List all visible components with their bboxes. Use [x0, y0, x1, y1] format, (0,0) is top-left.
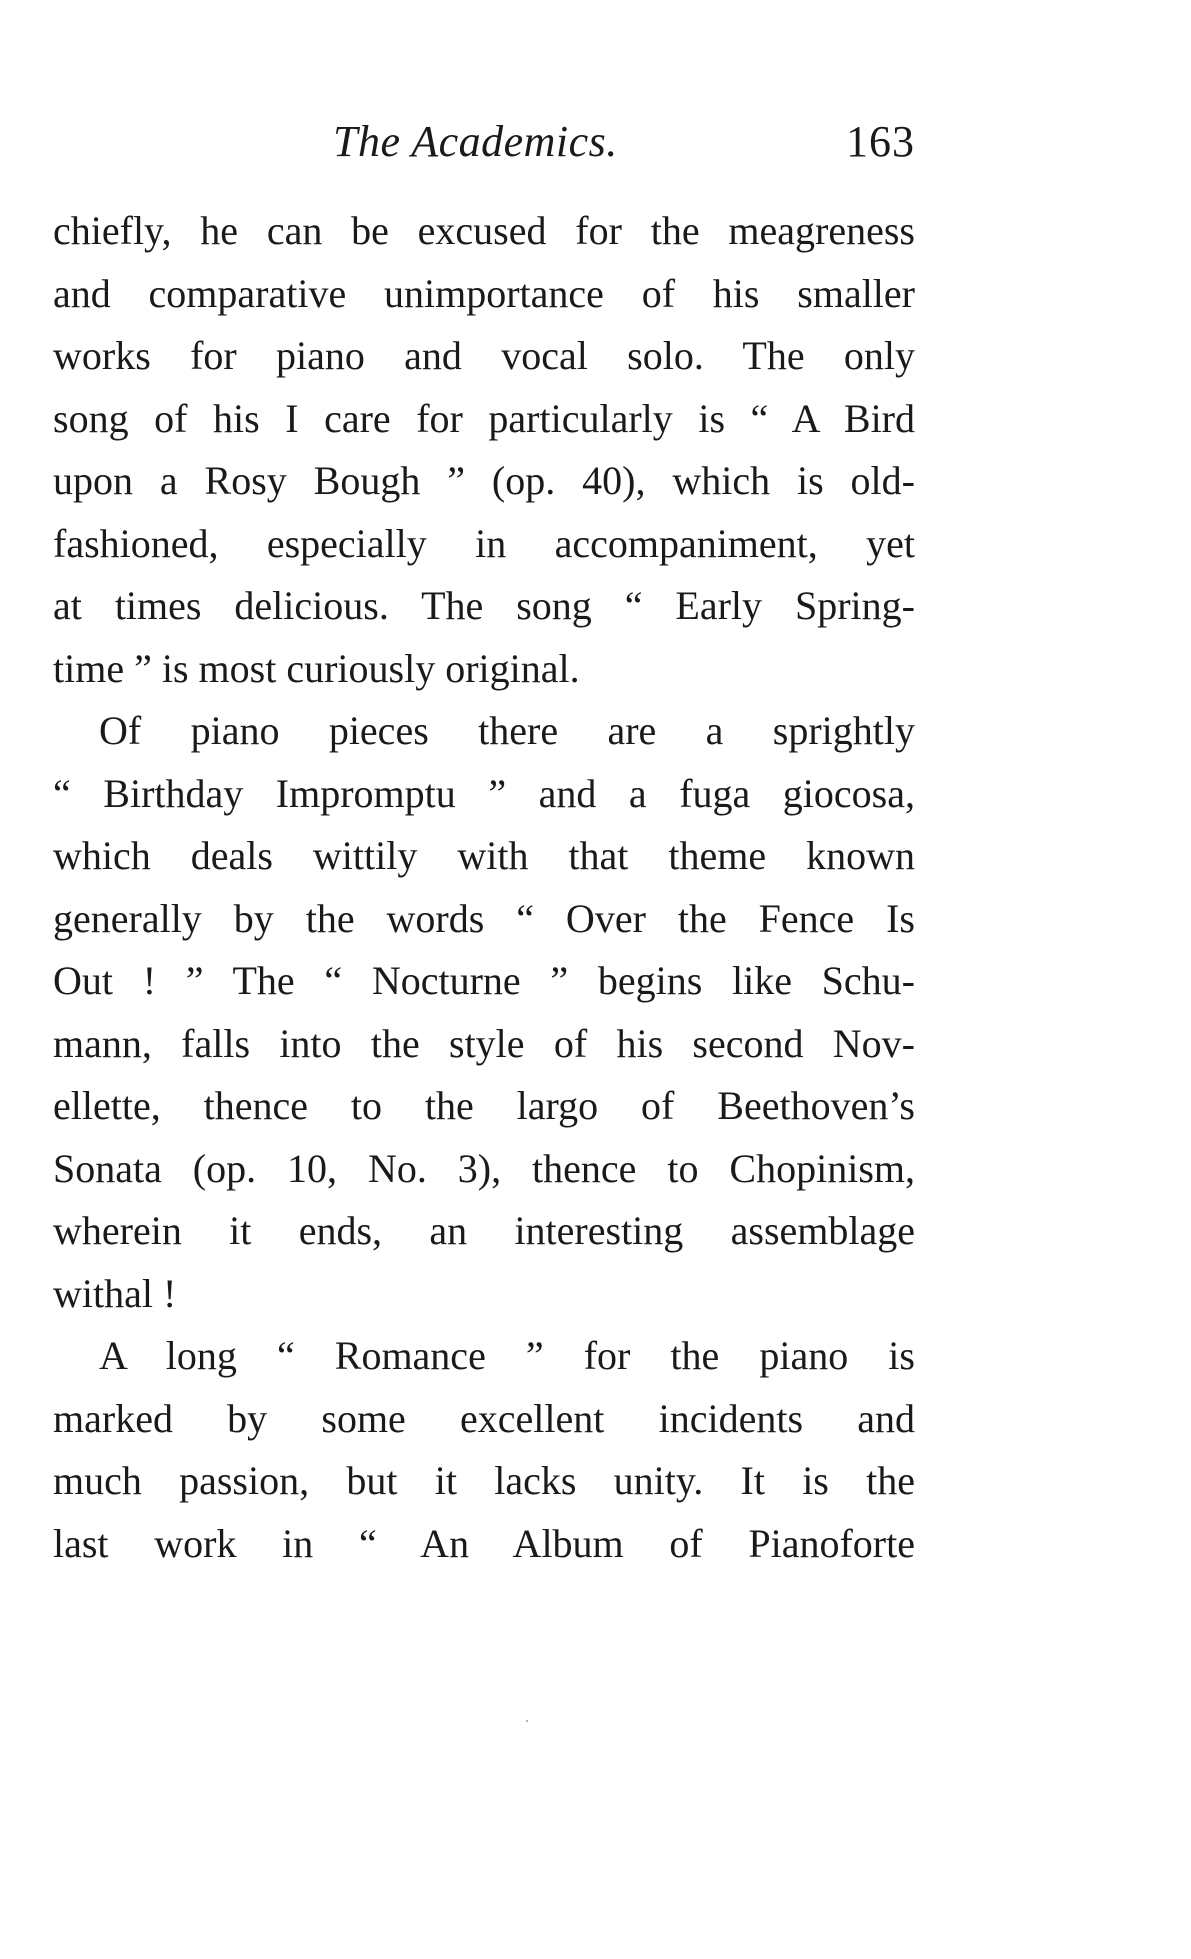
text-line: upon a Rosy Bough ” (op. 40), which is old-	[53, 458, 915, 503]
text-line: mann, falls into the style of his second Nov-	[53, 1020, 915, 1066]
text-line: ellette, thence to the largo of Beethoven’s	[53, 1083, 915, 1128]
text-line: last work in “ An Album of Pianoforte	[53, 1520, 915, 1566]
text-line: which deals wittily with that theme known	[53, 833, 915, 878]
body-text	[53, 200, 915, 1575]
text-line: song of his I care for particularly is “ A Bird	[53, 395, 915, 441]
text-line: time ” is most curiously original.	[53, 645, 580, 691]
text-line: generally by the words “ Over the Fence Is	[53, 895, 915, 941]
text-line: Sonata (op. 10, No. 3), thence to Chopinism,	[53, 1145, 915, 1191]
text-line: Out ! ” The “ Nocturne ” begins like Schu-	[53, 958, 915, 1003]
text-line: and comparative unimportance of his smaller	[53, 270, 915, 316]
running-head	[53, 112, 915, 172]
text-line: chiefly, he can be excused for the meagreness	[53, 208, 915, 253]
text-line: works for piano and vocal solo. The only	[53, 333, 915, 378]
text-line: “ Birthday Impromptu ” and a fuga giocosa,	[53, 770, 915, 816]
text-line: withal !	[53, 1270, 177, 1316]
text-line: marked by some excellent incidents and	[53, 1395, 915, 1441]
text-line: Of piano pieces there are a sprightly	[99, 708, 915, 753]
text-line: A long “ Romance ” for the piano is	[99, 1333, 915, 1378]
text-line: at times delicious. The song “ Early Spring-	[53, 583, 915, 628]
text-line: fashioned, especially in accompaniment, yet	[53, 520, 915, 566]
text-line: much passion, but it lacks unity. It is the	[53, 1458, 915, 1503]
text-line: wherein it ends, an interesting assemblage	[53, 1208, 915, 1253]
running-title: The Academics.	[333, 117, 618, 166]
page-number: 163	[846, 117, 915, 166]
paper-speck	[526, 1720, 528, 1722]
